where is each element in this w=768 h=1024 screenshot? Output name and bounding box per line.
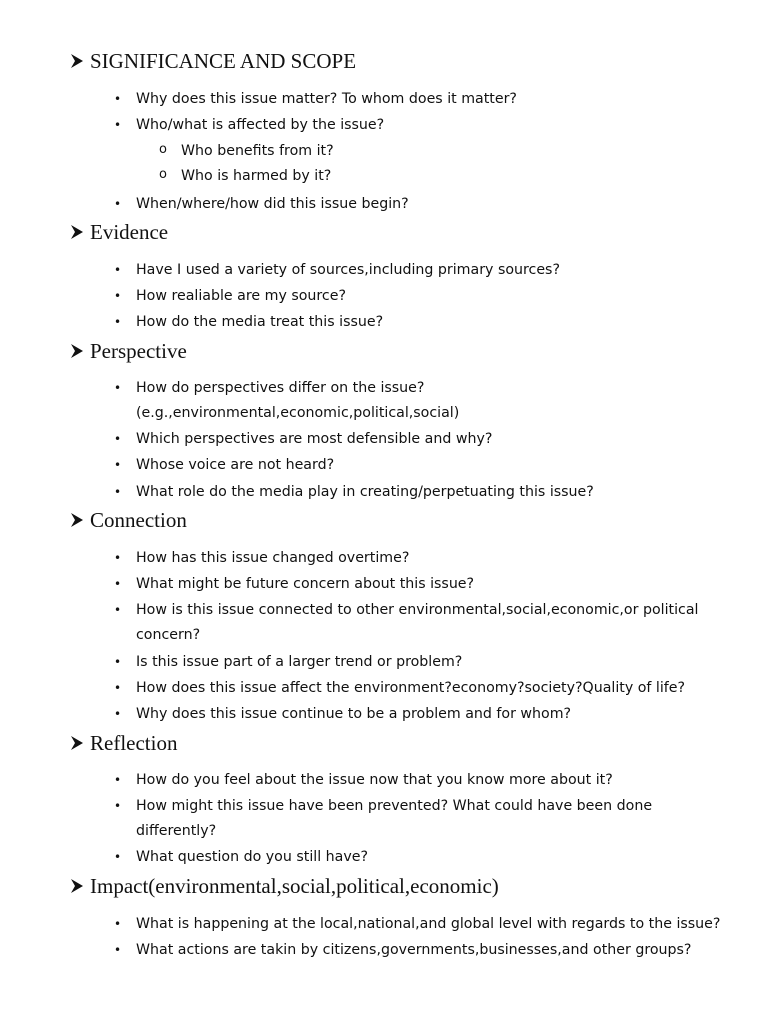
list-item: • Is this issue part of a larger trend or problem? — [136, 652, 462, 672]
sub-list-item: o Who is harmed by it? — [181, 166, 331, 186]
list-item-continuation: concern? — [136, 627, 201, 643]
list-item: • How realiable are my source? — [136, 286, 346, 306]
section-heading-significance — [70, 49, 356, 73]
section-heading-reflection — [70, 731, 177, 755]
list-item: • Why does this issue continue to be a problem and for whom? — [136, 704, 571, 724]
arrow-bullet-icon — [70, 53, 84, 69]
arrow-bullet-icon — [70, 735, 84, 751]
list-item: • How might this issue have been prevented? What could have been done — [136, 796, 652, 816]
section-title: Impact(environmental,social,political,economic) — [90, 874, 499, 898]
sub-list-item: o Who benefits from it? — [181, 141, 334, 161]
section-heading-impact — [70, 874, 499, 898]
list-item: • What actions are takin by citizens,governments,businesses,and other groups? — [136, 940, 691, 960]
section-title: Evidence — [90, 220, 169, 244]
arrow-bullet-icon — [70, 343, 84, 359]
arrow-bullet-icon — [70, 512, 84, 528]
list-item: • What role do the media play in creating/perpetuating this issue? — [136, 482, 594, 502]
list-item: • What question do you still have? — [136, 847, 368, 867]
list-item: • What is happening at the local,national,and global level with regards to the issue? — [136, 914, 720, 934]
list-item: • How do the media treat this issue? — [136, 312, 383, 332]
list-item: • How has this issue changed overtime? — [136, 548, 409, 568]
list-item: • Whose voice are not heard? — [136, 455, 334, 475]
list-item: • How does this issue affect the environment?economy?society?Quality of life? — [136, 678, 685, 698]
section-heading-connection — [70, 508, 187, 532]
section-heading-perspective — [70, 339, 187, 363]
list-item: • Who/what is affected by the issue? — [136, 115, 384, 135]
list-item: • Which perspectives are most defensible and why? — [136, 429, 492, 449]
arrow-bullet-icon — [70, 878, 84, 894]
list-item: • How do perspectives differ on the issue? — [136, 378, 424, 398]
list-item-continuation: differently? — [136, 823, 217, 839]
section-title: Perspective — [90, 339, 187, 363]
list-item: • How do you feel about the issue now that you know more about it? — [136, 770, 613, 790]
section-heading-evidence — [70, 220, 168, 244]
list-item: • Why does this issue matter? To whom does it matter? — [136, 89, 517, 109]
section-title: SIGNIFICANCE AND SCOPE — [90, 49, 357, 73]
list-item: • How is this issue connected to other environmental,social,economic,or political — [136, 600, 698, 620]
section-title: Connection — [90, 508, 187, 532]
list-item: • When/where/how did this issue begin? — [136, 194, 409, 214]
list-item-continuation: (e.g.,environmental,economic,political,social) — [136, 405, 460, 421]
list-item: • What might be future concern about this issue? — [136, 574, 474, 594]
arrow-bullet-icon — [70, 224, 84, 240]
section-title: Reflection — [90, 731, 178, 755]
list-item: • Have I used a variety of sources,including primary sources? — [136, 260, 560, 280]
